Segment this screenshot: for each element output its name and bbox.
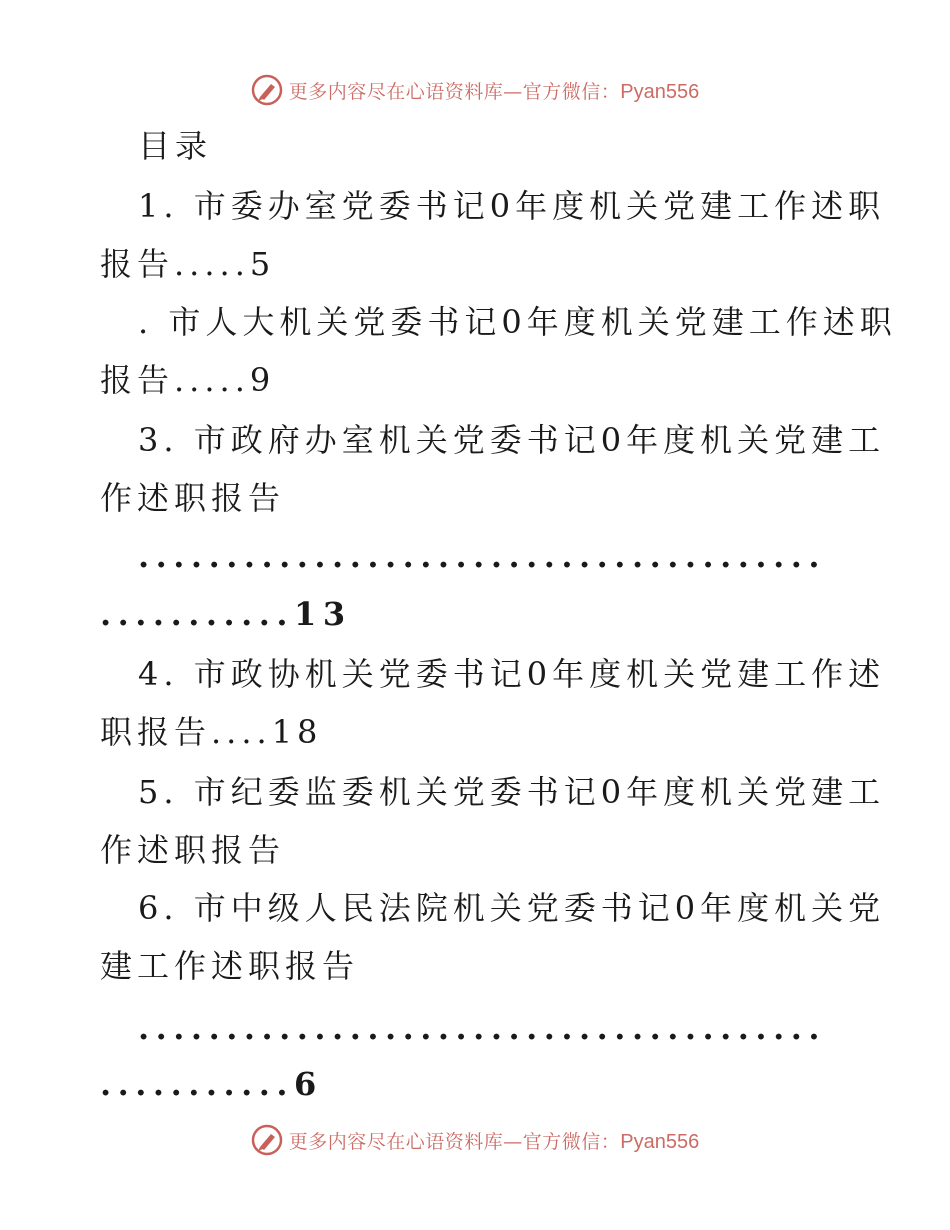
toc-line: 职报告....18 <box>100 713 323 751</box>
header-banner <box>0 70 950 110</box>
toc-page-number: ...........13 <box>100 595 352 633</box>
toc-leader-dots: ....................................... <box>138 537 826 575</box>
toc-line: 4. 市政协机关党委书记0年度机关党建工作述 <box>138 655 886 693</box>
toc-line: . 市人大机关党委书记0年度机关党建工作述职 <box>138 303 897 341</box>
toc-line: 6. 市中级人民法院机关党委书记0年度机关党 <box>138 889 886 927</box>
toc-line: 5. 市纪委监委机关党委书记0年度机关党建工 <box>138 773 886 811</box>
footer-banner <box>0 1120 950 1160</box>
toc-line: 建工作述职报告 <box>100 947 360 985</box>
header-banner-text: 更多内容尽在心语资料库—官方微信：Pyan556 <box>288 80 700 103</box>
toc-line: 3. 市政府办室机关党委书记0年度机关党建工 <box>138 421 886 459</box>
toc-leader-dots: ....................................... <box>138 1009 826 1047</box>
toc-line: 报告.....5 <box>100 245 276 283</box>
footer-banner-text: 更多内容尽在心语资料库—官方微信：Pyan556 <box>288 1130 700 1153</box>
pen-logo-icon <box>251 74 283 106</box>
toc-line: 1. 市委办室党委书记0年度机关党建工作述职 <box>138 187 886 225</box>
toc-line: 作述职报告 <box>100 479 286 517</box>
toc-page-number: ...........6 <box>100 1065 323 1103</box>
toc-line: 作述职报告 <box>100 831 286 869</box>
toc-title: 目录 <box>138 127 213 165</box>
toc-line: 报告.....9 <box>100 361 276 399</box>
pen-logo-icon <box>251 1124 283 1156</box>
